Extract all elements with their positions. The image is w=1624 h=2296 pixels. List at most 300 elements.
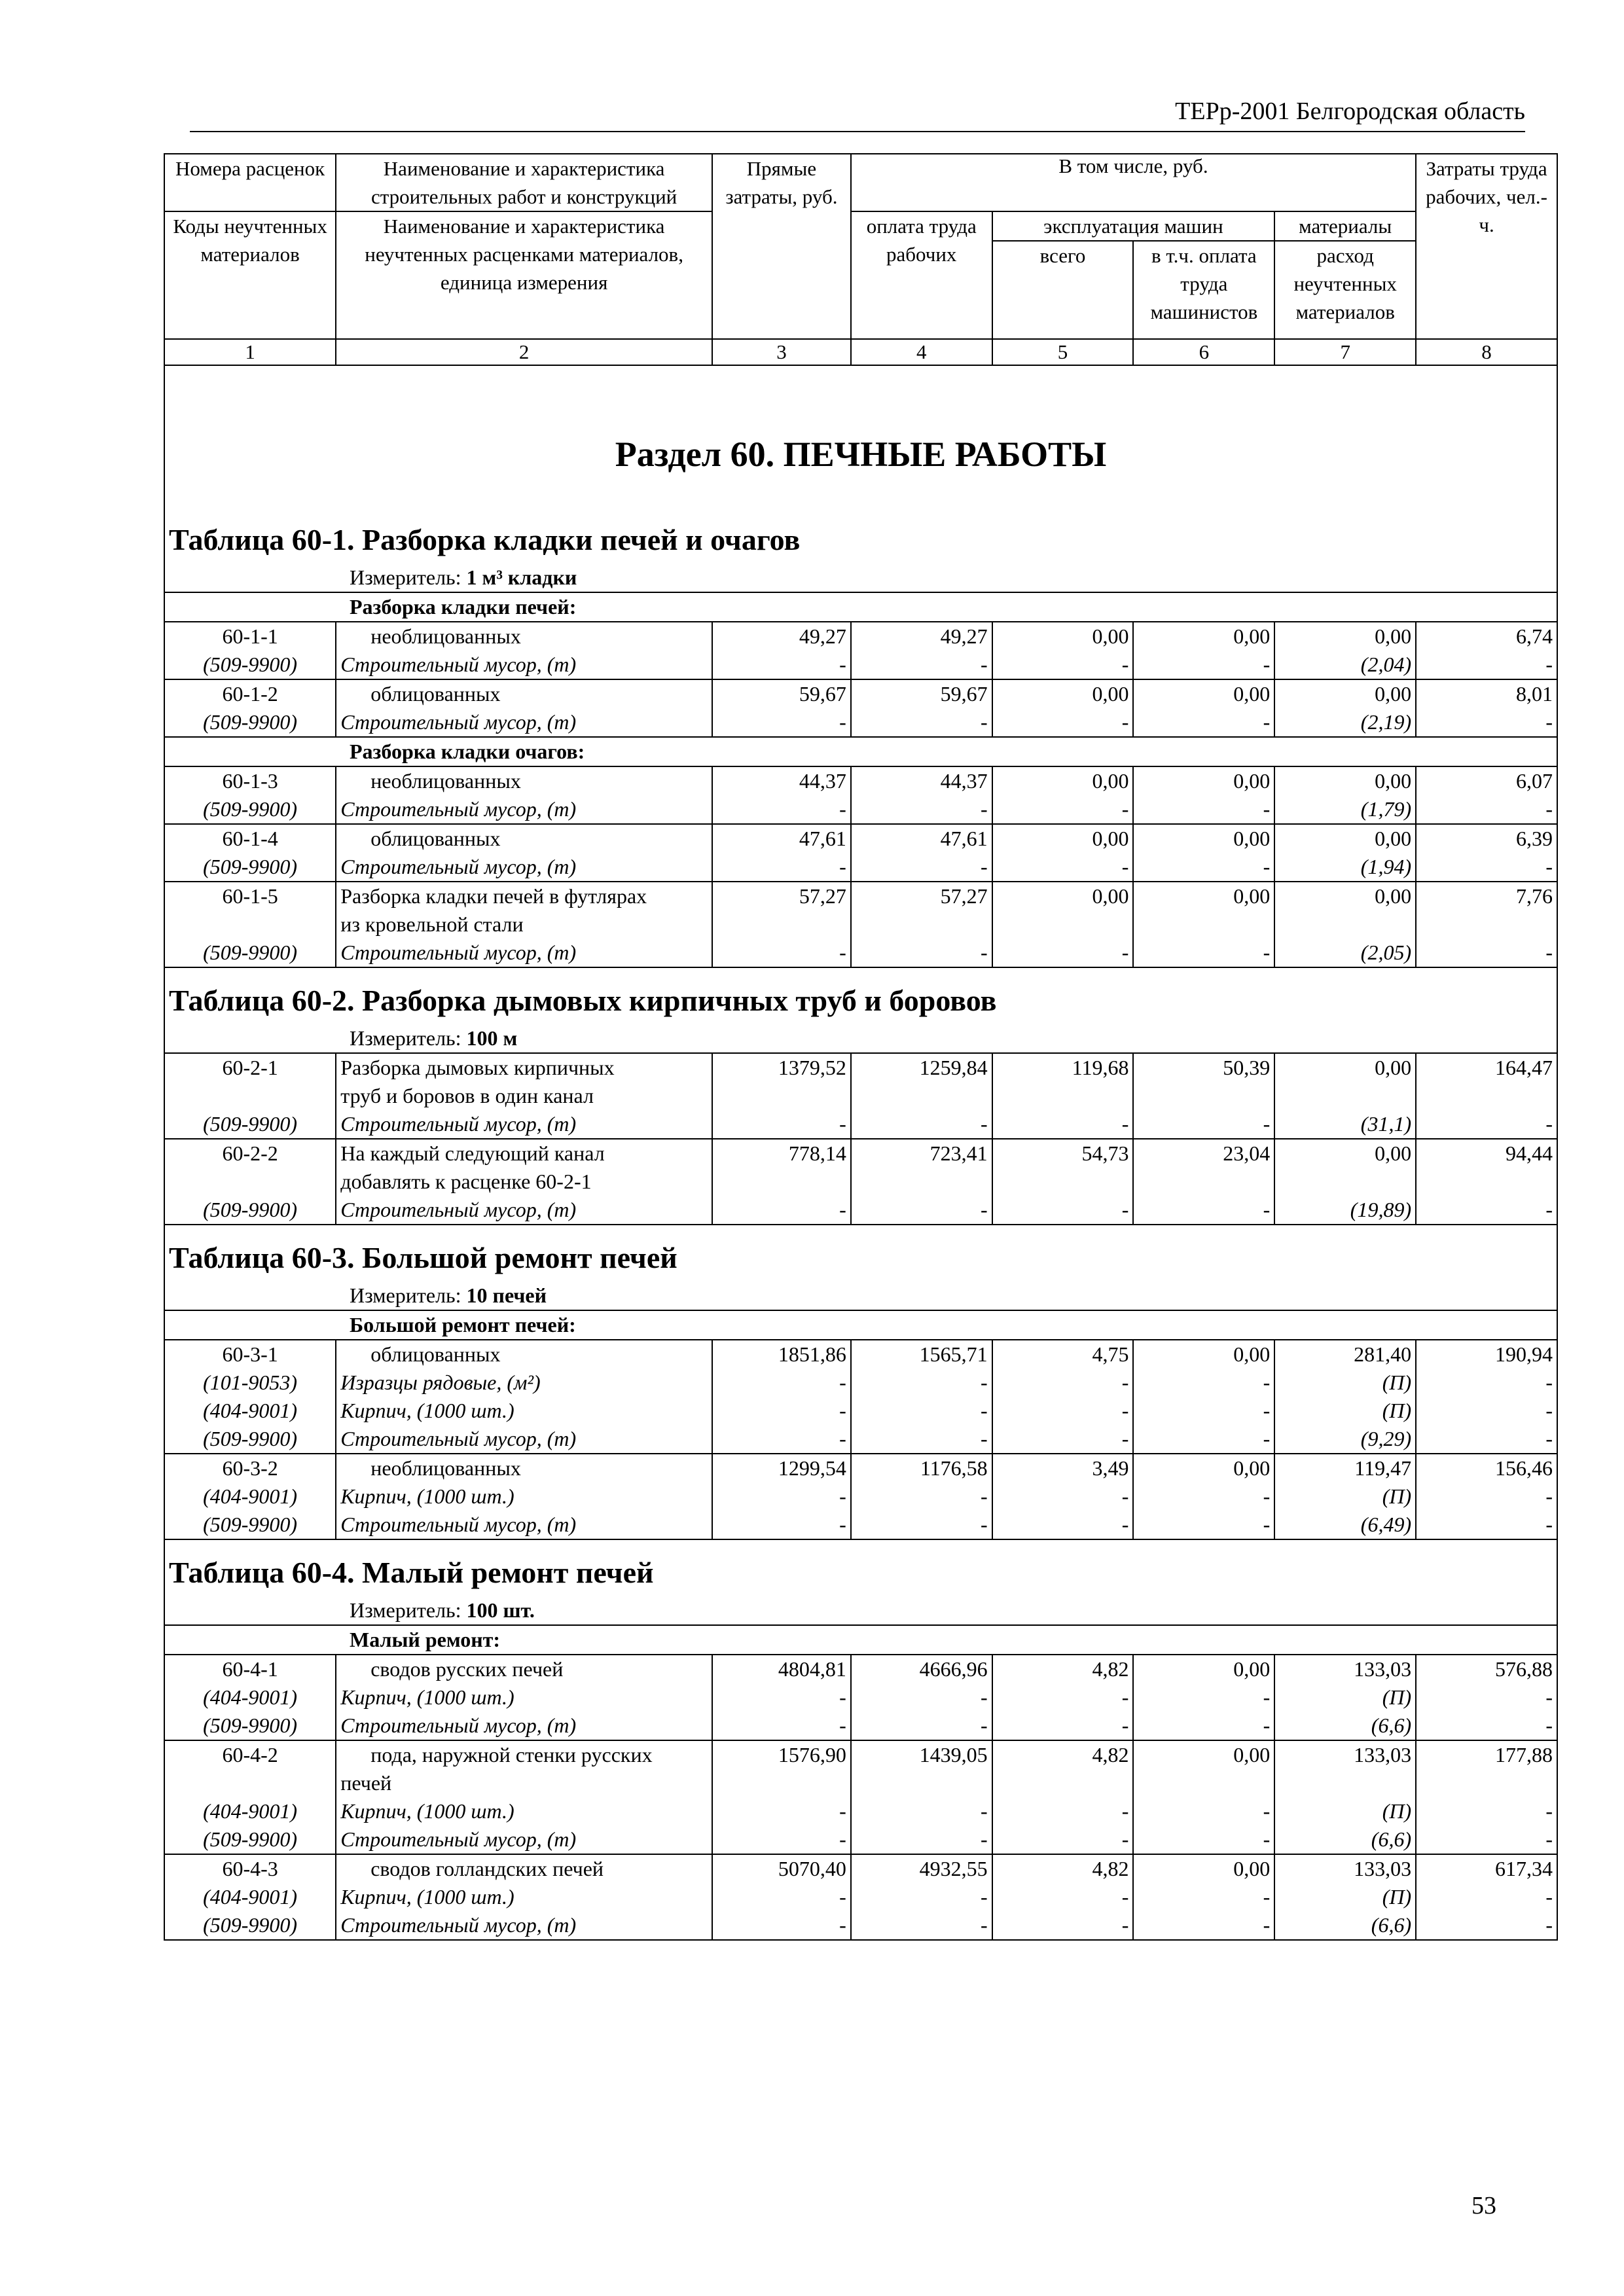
rate-value: 94,44 bbox=[1416, 1139, 1557, 1168]
empty-cell bbox=[712, 910, 851, 939]
material-value: - bbox=[712, 651, 851, 679]
rate-name-continuation-row bbox=[164, 910, 1557, 939]
material-name: Кирпич, (1000 шт.) bbox=[336, 1883, 712, 1911]
measure-unit: 1 м³ кладки bbox=[466, 565, 577, 589]
rate-value: 59,67 bbox=[712, 679, 851, 708]
rate-value: 0,00 bbox=[992, 882, 1134, 910]
material-row bbox=[164, 1825, 1557, 1854]
rate-code: 60-1-3 bbox=[164, 766, 336, 795]
rate-value: 0,00 bbox=[992, 824, 1134, 853]
material-name: Строительный мусор, (т) bbox=[336, 1511, 712, 1539]
col-number: 3 bbox=[712, 339, 851, 365]
rate-value: 0,00 bbox=[1274, 679, 1416, 708]
material-value: - bbox=[992, 708, 1134, 737]
material-name: Кирпич, (1000 шт.) bbox=[336, 1683, 712, 1712]
empty-cell bbox=[1416, 1168, 1557, 1196]
section-title: Раздел 60. ПЕЧНЫЕ РАБОТЫ bbox=[164, 365, 1557, 507]
rate-value: 119,68 bbox=[992, 1053, 1134, 1082]
material-value: - bbox=[1133, 1369, 1274, 1397]
material-value: - bbox=[992, 1797, 1134, 1825]
group-title-cell bbox=[164, 592, 1557, 622]
material-value: - bbox=[851, 651, 992, 679]
rate-value: 0,00 bbox=[1133, 1740, 1274, 1769]
group-title-cell bbox=[164, 1625, 1557, 1655]
material-value: - bbox=[992, 1511, 1134, 1539]
material-value: - bbox=[851, 708, 992, 737]
material-value: - bbox=[712, 939, 851, 967]
empty-cell bbox=[164, 1168, 336, 1196]
material-value: - bbox=[1133, 1425, 1274, 1454]
rate-name: На каждый следующий канал bbox=[336, 1139, 712, 1168]
rate-value: 1576,90 bbox=[712, 1740, 851, 1769]
material-value: - bbox=[851, 939, 992, 967]
rate-row bbox=[164, 679, 1557, 708]
rate-code: 60-1-4 bbox=[164, 824, 336, 853]
empty-cell bbox=[1133, 1168, 1274, 1196]
table-body bbox=[164, 365, 1557, 1940]
empty-cell bbox=[164, 910, 336, 939]
empty-cell bbox=[164, 1082, 336, 1110]
material-value: - bbox=[851, 1883, 992, 1911]
material-value: (9,29) bbox=[1274, 1425, 1416, 1454]
material-value: - bbox=[1133, 651, 1274, 679]
material-value: - bbox=[851, 1196, 992, 1225]
rate-value: 1259,84 bbox=[851, 1053, 992, 1082]
material-value: - bbox=[712, 1110, 851, 1139]
material-code: (509-9900) bbox=[164, 1425, 336, 1454]
material-value: (19,89) bbox=[1274, 1196, 1416, 1225]
empty-cell bbox=[1133, 910, 1274, 939]
rate-row bbox=[164, 1139, 1557, 1168]
material-value: - bbox=[1133, 1911, 1274, 1940]
rate-value: 4,75 bbox=[992, 1340, 1134, 1369]
rate-value: 0,00 bbox=[992, 679, 1134, 708]
col-number: 7 bbox=[1274, 339, 1416, 365]
group-title: Разборка кладки очагов: bbox=[350, 740, 585, 763]
material-value: - bbox=[851, 853, 992, 882]
rate-value: 44,37 bbox=[712, 766, 851, 795]
rate-code: 60-2-2 bbox=[164, 1139, 336, 1168]
rate-row bbox=[164, 1655, 1557, 1683]
rate-name-continuation: печей bbox=[336, 1769, 712, 1797]
measure-unit: 100 шт. bbox=[466, 1598, 535, 1622]
material-value: - bbox=[851, 1825, 992, 1854]
material-row bbox=[164, 1797, 1557, 1825]
table-header bbox=[164, 154, 1557, 365]
material-value: - bbox=[1416, 1911, 1557, 1940]
material-value: - bbox=[712, 1511, 851, 1539]
empty-cell bbox=[992, 910, 1134, 939]
measure-cell bbox=[164, 564, 1557, 592]
material-value: - bbox=[1416, 651, 1557, 679]
rate-code: 60-1-1 bbox=[164, 622, 336, 651]
measure-label: Измеритель: bbox=[350, 1283, 467, 1307]
rate-name-continuation: труб и боровов в один канал bbox=[336, 1082, 712, 1110]
material-value: - bbox=[992, 795, 1134, 824]
rate-row bbox=[164, 882, 1557, 910]
material-value: - bbox=[992, 1425, 1134, 1454]
material-code: (509-9900) bbox=[164, 1110, 336, 1139]
col-number: 1 bbox=[164, 339, 336, 365]
empty-cell bbox=[1274, 910, 1416, 939]
material-row bbox=[164, 1911, 1557, 1940]
rate-row bbox=[164, 1053, 1557, 1082]
empty-cell bbox=[1274, 1168, 1416, 1196]
group-title-cell bbox=[164, 737, 1557, 766]
material-value: - bbox=[851, 1511, 992, 1539]
measure-label: Измеритель: bbox=[350, 565, 467, 589]
material-value: - bbox=[992, 1911, 1134, 1940]
rate-value: 0,00 bbox=[1133, 679, 1274, 708]
material-value: (6,49) bbox=[1274, 1511, 1416, 1539]
rate-value: 1439,05 bbox=[851, 1740, 992, 1769]
material-row bbox=[164, 651, 1557, 679]
material-value: - bbox=[1416, 1425, 1557, 1454]
col3-header: Прямые затраты, руб. bbox=[712, 154, 851, 339]
rate-code: 60-2-1 bbox=[164, 1053, 336, 1082]
rate-name-continuation: из кровельной стали bbox=[336, 910, 712, 939]
empty-cell bbox=[1133, 1769, 1274, 1797]
material-row bbox=[164, 1110, 1557, 1139]
rate-value: 4932,55 bbox=[851, 1854, 992, 1883]
material-value: - bbox=[992, 1482, 1134, 1511]
measure-unit: 10 печей bbox=[466, 1283, 547, 1307]
rate-value: 0,00 bbox=[1274, 622, 1416, 651]
column-numbers-row bbox=[164, 339, 1557, 365]
material-value: - bbox=[1133, 1196, 1274, 1225]
material-value: - bbox=[1133, 939, 1274, 967]
rate-name: сводов русских печей bbox=[336, 1655, 712, 1683]
material-value: - bbox=[1416, 1797, 1557, 1825]
section-title-row bbox=[164, 365, 1557, 507]
rate-row bbox=[164, 1740, 1557, 1769]
material-code: (404-9001) bbox=[164, 1683, 336, 1712]
table-title-row bbox=[164, 507, 1557, 564]
material-value: (П) bbox=[1274, 1683, 1416, 1712]
empty-cell bbox=[851, 910, 992, 939]
rate-value: 133,03 bbox=[1274, 1655, 1416, 1683]
material-value: - bbox=[712, 1482, 851, 1511]
material-row bbox=[164, 1511, 1557, 1539]
material-value: - bbox=[1416, 1511, 1557, 1539]
material-value: - bbox=[1133, 1712, 1274, 1740]
material-value: - bbox=[851, 1369, 992, 1397]
rate-value: 49,27 bbox=[712, 622, 851, 651]
material-name: Кирпич, (1000 шт.) bbox=[336, 1482, 712, 1511]
rate-value: 1851,86 bbox=[712, 1340, 851, 1369]
rate-value: 0,00 bbox=[1133, 1340, 1274, 1369]
rate-code: 60-3-2 bbox=[164, 1454, 336, 1482]
material-value: - bbox=[712, 1712, 851, 1740]
rate-value: 6,39 bbox=[1416, 824, 1557, 853]
rate-value: 778,14 bbox=[712, 1139, 851, 1168]
material-value: - bbox=[1133, 1110, 1274, 1139]
col1-bottom-header: Коды неучтенных материалов bbox=[164, 211, 336, 339]
table-title: Таблица 60-4. Малый ремонт печей bbox=[164, 1539, 1557, 1596]
material-value: - bbox=[992, 1110, 1134, 1139]
rate-value: 1379,52 bbox=[712, 1053, 851, 1082]
material-value: (1,79) bbox=[1274, 795, 1416, 824]
table-title: Таблица 60-1. Разборка кладки печей и очагов bbox=[164, 507, 1557, 564]
material-value: - bbox=[851, 1425, 992, 1454]
material-value: - bbox=[1133, 795, 1274, 824]
material-value: - bbox=[1416, 853, 1557, 882]
rate-row bbox=[164, 1454, 1557, 1482]
materials-header: материалы bbox=[1274, 211, 1416, 241]
rate-value: 0,00 bbox=[992, 622, 1134, 651]
material-value: - bbox=[851, 1397, 992, 1425]
material-value: - bbox=[712, 708, 851, 737]
material-value: - bbox=[851, 795, 992, 824]
rate-value: 190,94 bbox=[1416, 1340, 1557, 1369]
table-title-row bbox=[164, 967, 1557, 1024]
group-title: Разборка кладки печей: bbox=[350, 595, 577, 619]
rate-value: 0,00 bbox=[1274, 766, 1416, 795]
material-value: - bbox=[1416, 1482, 1557, 1511]
material-row bbox=[164, 1425, 1557, 1454]
col2-bottom-header: Наименование и характеристика неучтенных расценками материалов, единица измерения bbox=[336, 211, 712, 339]
material-value: - bbox=[1416, 1196, 1557, 1225]
material-value: - bbox=[1133, 1511, 1274, 1539]
rate-row bbox=[164, 1340, 1557, 1369]
material-value: - bbox=[712, 1683, 851, 1712]
material-value: - bbox=[851, 1683, 992, 1712]
empty-cell bbox=[712, 1168, 851, 1196]
material-code: (509-9900) bbox=[164, 651, 336, 679]
empty-cell bbox=[992, 1168, 1134, 1196]
material-value: - bbox=[992, 1369, 1134, 1397]
rate-name: Разборка дымовых кирпичных bbox=[336, 1053, 712, 1082]
material-name: Строительный мусор, (т) bbox=[336, 651, 712, 679]
rate-value: 0,00 bbox=[1133, 1854, 1274, 1883]
rate-value: 0,00 bbox=[1133, 824, 1274, 853]
material-code: (509-9900) bbox=[164, 708, 336, 737]
rate-value: 0,00 bbox=[1133, 766, 1274, 795]
group-title-cell bbox=[164, 1310, 1557, 1340]
material-value: - bbox=[1416, 1825, 1557, 1854]
material-value: (П) bbox=[1274, 1797, 1416, 1825]
empty-cell bbox=[851, 1082, 992, 1110]
rate-value: 57,27 bbox=[712, 882, 851, 910]
rate-value: 4,82 bbox=[992, 1655, 1134, 1683]
group-title-row bbox=[164, 592, 1557, 622]
col1-top-header: Номера расценок bbox=[164, 154, 336, 211]
rate-value: 177,88 bbox=[1416, 1740, 1557, 1769]
material-value: - bbox=[1416, 1883, 1557, 1911]
measure-cell bbox=[164, 1282, 1557, 1310]
col5-header: всего bbox=[992, 241, 1134, 339]
material-value: (6,6) bbox=[1274, 1825, 1416, 1854]
rates-table bbox=[164, 153, 1558, 1941]
material-value: - bbox=[712, 1883, 851, 1911]
material-row bbox=[164, 1397, 1557, 1425]
rate-value: 0,00 bbox=[992, 766, 1134, 795]
rate-name: пода, наружной стенки русских bbox=[336, 1740, 712, 1769]
rate-code: 60-4-3 bbox=[164, 1854, 336, 1883]
material-name: Строительный мусор, (т) bbox=[336, 1911, 712, 1940]
material-value: - bbox=[1133, 1883, 1274, 1911]
material-value: - bbox=[712, 1369, 851, 1397]
table-title: Таблица 60-2. Разборка дымовых кирпичных труб и боровов bbox=[164, 967, 1557, 1024]
material-value: - bbox=[992, 939, 1134, 967]
material-value: - bbox=[992, 1196, 1134, 1225]
rate-value: 281,40 bbox=[1274, 1340, 1416, 1369]
material-value: - bbox=[992, 1683, 1134, 1712]
material-value: - bbox=[1133, 1482, 1274, 1511]
measure-row bbox=[164, 1596, 1557, 1625]
material-row bbox=[164, 1482, 1557, 1511]
empty-cell bbox=[712, 1769, 851, 1797]
material-value: - bbox=[1416, 708, 1557, 737]
material-code: (509-9900) bbox=[164, 795, 336, 824]
material-value: - bbox=[712, 853, 851, 882]
material-code: (509-9900) bbox=[164, 939, 336, 967]
rate-name: облицованных bbox=[336, 679, 712, 708]
material-code: (509-9900) bbox=[164, 1712, 336, 1740]
rate-name: Разборка кладки печей в футлярах bbox=[336, 882, 712, 910]
rate-name-continuation-row bbox=[164, 1168, 1557, 1196]
rate-value: 47,61 bbox=[712, 824, 851, 853]
rate-value: 4,82 bbox=[992, 1740, 1134, 1769]
empty-cell bbox=[164, 1769, 336, 1797]
measure-cell bbox=[164, 1596, 1557, 1625]
material-code: (509-9900) bbox=[164, 853, 336, 882]
material-value: - bbox=[1133, 1397, 1274, 1425]
material-value: - bbox=[1416, 1712, 1557, 1740]
rate-value: 6,74 bbox=[1416, 622, 1557, 651]
rate-value: 0,00 bbox=[1274, 1053, 1416, 1082]
material-value: - bbox=[992, 853, 1134, 882]
material-name: Строительный мусор, (т) bbox=[336, 853, 712, 882]
rate-value: 0,00 bbox=[1133, 882, 1274, 910]
col8-header: Затраты труда рабочих, чел.-ч. bbox=[1416, 154, 1557, 339]
material-code: (404-9001) bbox=[164, 1797, 336, 1825]
rate-value: 617,34 bbox=[1416, 1854, 1557, 1883]
material-row bbox=[164, 1712, 1557, 1740]
material-name: Кирпич, (1000 шт.) bbox=[336, 1797, 712, 1825]
empty-cell bbox=[1416, 1082, 1557, 1110]
rate-row bbox=[164, 1854, 1557, 1883]
material-value: - bbox=[851, 1482, 992, 1511]
material-value: - bbox=[1416, 1110, 1557, 1139]
material-value: (6,6) bbox=[1274, 1911, 1416, 1940]
rate-value: 3,49 bbox=[992, 1454, 1134, 1482]
material-value: - bbox=[712, 1797, 851, 1825]
material-value: - bbox=[712, 1825, 851, 1854]
material-row bbox=[164, 853, 1557, 882]
rate-code: 60-1-2 bbox=[164, 679, 336, 708]
rate-value: 7,76 bbox=[1416, 882, 1557, 910]
material-code: (404-9001) bbox=[164, 1397, 336, 1425]
rate-value: 133,03 bbox=[1274, 1854, 1416, 1883]
material-value: - bbox=[992, 1712, 1134, 1740]
material-value: - bbox=[992, 1397, 1134, 1425]
page-number: 53 bbox=[1471, 2192, 1496, 2219]
group-title: Большой ремонт печей: bbox=[350, 1313, 576, 1336]
material-row bbox=[164, 1883, 1557, 1911]
material-value: (П) bbox=[1274, 1482, 1416, 1511]
col4-header: оплата труда рабочих bbox=[851, 211, 992, 339]
rate-value: 133,03 bbox=[1274, 1740, 1416, 1769]
rate-value: 47,61 bbox=[851, 824, 992, 853]
group-title: Малый ремонт: bbox=[350, 1628, 501, 1651]
empty-cell bbox=[851, 1769, 992, 1797]
empty-cell bbox=[992, 1082, 1134, 1110]
rate-value: 59,67 bbox=[851, 679, 992, 708]
material-value: - bbox=[1133, 708, 1274, 737]
rate-value: 50,39 bbox=[1133, 1053, 1274, 1082]
material-name: Строительный мусор, (т) bbox=[336, 1196, 712, 1225]
material-value: - bbox=[851, 1712, 992, 1740]
rate-value: 8,01 bbox=[1416, 679, 1557, 708]
material-name: Строительный мусор, (т) bbox=[336, 795, 712, 824]
rate-row bbox=[164, 824, 1557, 853]
rate-name-continuation: добавлять к расценке 60-2-1 bbox=[336, 1168, 712, 1196]
empty-cell bbox=[1416, 1769, 1557, 1797]
material-value: - bbox=[712, 795, 851, 824]
rate-value: 4804,81 bbox=[712, 1655, 851, 1683]
material-value: - bbox=[712, 1425, 851, 1454]
material-value: - bbox=[851, 1110, 992, 1139]
material-row bbox=[164, 1683, 1557, 1712]
material-name: Строительный мусор, (т) bbox=[336, 939, 712, 967]
rate-code: 60-3-1 bbox=[164, 1340, 336, 1369]
material-value: (1,94) bbox=[1274, 853, 1416, 882]
machines-header: эксплуатация машин bbox=[992, 211, 1275, 241]
empty-cell bbox=[992, 1769, 1134, 1797]
empty-cell bbox=[1274, 1769, 1416, 1797]
material-row bbox=[164, 1369, 1557, 1397]
material-value: - bbox=[712, 1397, 851, 1425]
material-value: - bbox=[1416, 939, 1557, 967]
table-title: Таблица 60-3. Большой ремонт печей bbox=[164, 1225, 1557, 1282]
rate-name: необлицованных bbox=[336, 622, 712, 651]
rate-value: 723,41 bbox=[851, 1139, 992, 1168]
material-value: - bbox=[1416, 1369, 1557, 1397]
material-value: - bbox=[1416, 1683, 1557, 1712]
material-code: (509-9900) bbox=[164, 1825, 336, 1854]
measure-unit: 100 м bbox=[466, 1026, 518, 1050]
empty-cell bbox=[851, 1168, 992, 1196]
material-value: - bbox=[1133, 1825, 1274, 1854]
material-value: - bbox=[851, 1797, 992, 1825]
rate-value: 23,04 bbox=[1133, 1139, 1274, 1168]
rate-value: 44,37 bbox=[851, 766, 992, 795]
rate-value: 1299,54 bbox=[712, 1454, 851, 1482]
material-value: - bbox=[1133, 1683, 1274, 1712]
rate-row bbox=[164, 622, 1557, 651]
rate-row bbox=[164, 766, 1557, 795]
material-row bbox=[164, 939, 1557, 967]
material-row bbox=[164, 708, 1557, 737]
rate-value: 5070,40 bbox=[712, 1854, 851, 1883]
material-value: - bbox=[992, 1883, 1134, 1911]
material-row bbox=[164, 1196, 1557, 1225]
empty-cell bbox=[1274, 1082, 1416, 1110]
material-value: (6,6) bbox=[1274, 1712, 1416, 1740]
table-title-row bbox=[164, 1225, 1557, 1282]
material-name: Строительный мусор, (т) bbox=[336, 1110, 712, 1139]
measure-row bbox=[164, 1024, 1557, 1053]
col-number: 2 bbox=[336, 339, 712, 365]
material-value: (П) bbox=[1274, 1369, 1416, 1397]
rate-value: 6,07 bbox=[1416, 766, 1557, 795]
col-number: 6 bbox=[1133, 339, 1274, 365]
material-code: (404-9001) bbox=[164, 1482, 336, 1511]
material-code: (101-9053) bbox=[164, 1369, 336, 1397]
col7-header: расход неучтенных материалов bbox=[1274, 241, 1416, 339]
col2-top-header: Наименование и характеристика строительных работ и конструкций bbox=[336, 154, 712, 211]
